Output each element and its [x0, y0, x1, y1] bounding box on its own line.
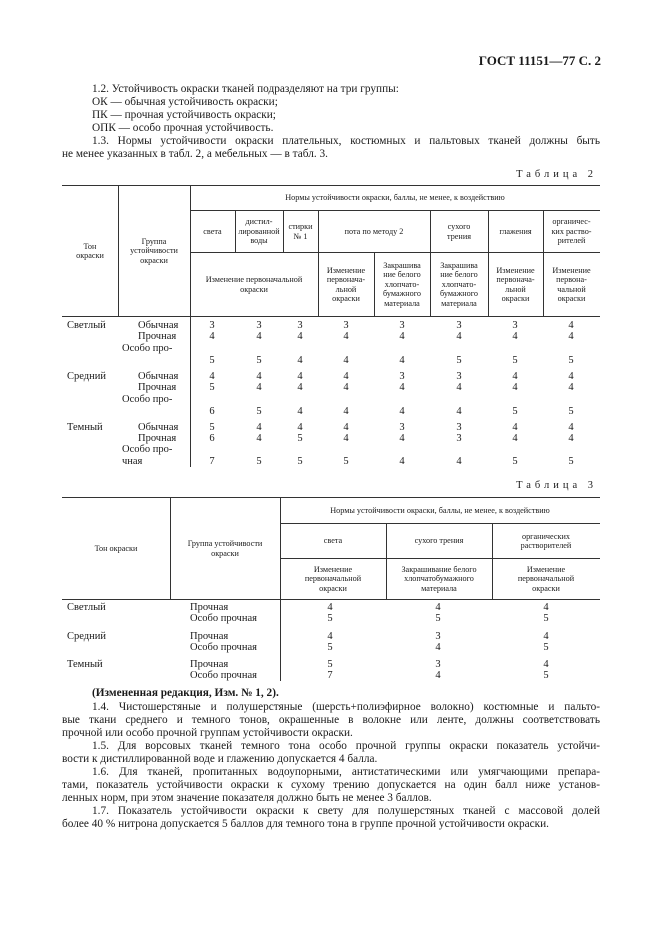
table2-sub2-header: Закрашива ние белого хлопчато- бумажного материала: [440, 260, 478, 308]
table2-tone: Светлый: [67, 320, 106, 331]
table3-cell: 4: [435, 670, 441, 681]
table2-group-label: Прочная: [138, 433, 177, 444]
paragraph-1-4: [62, 701, 600, 740]
table2-cell: 4: [399, 406, 405, 417]
table2-tone: Средний: [67, 371, 106, 382]
table2-group-label: Прочная: [138, 331, 177, 342]
table2-group-label: Прочная: [138, 382, 177, 393]
table3-group-label: Прочная: [190, 602, 229, 613]
table3-group-label: Особо прочная: [190, 642, 257, 653]
table2-cell: 4: [568, 371, 574, 382]
text-line: более 40 % нитрона допускается 5 баллов для темного тона в группе прочной устойчивости окраски.: [62, 818, 549, 830]
table2-cell: 4: [297, 371, 303, 382]
table3-sub-header: света: [323, 536, 343, 546]
table2-cell: 4: [568, 331, 574, 342]
table2-sub-header: дистил- лированной воды: [238, 217, 280, 246]
table2-cell: 5: [568, 406, 574, 417]
table2-cell: 3: [456, 371, 462, 382]
table2-cell: 4: [297, 382, 303, 393]
text-line: 1.7. Показатель устойчивости окраски к свету для полушерстяных тканей с массовой долей: [92, 805, 600, 817]
text-line: 1.6. Для тканей, пропитанных водоупорными, антистатическими или умягчающими препара-: [92, 766, 600, 778]
table3-sub2-header: Закрашивание белого хлопчатобумажного материала: [401, 564, 477, 593]
table2-cell: 4: [256, 331, 262, 342]
table2-cell: 4: [256, 382, 262, 393]
table2-cell: 3: [512, 320, 518, 331]
table2-group-label: Обычная: [138, 371, 179, 382]
table2-cell: 5: [297, 433, 303, 444]
table2-sub2-header: Изменение первонача- льной окраски: [326, 265, 366, 303]
table3-cell: 5: [327, 613, 333, 624]
table2-cell: 5: [512, 456, 518, 467]
table2-cell: 4: [399, 331, 405, 342]
table2-cell: 5: [256, 355, 262, 366]
table3-tone: Светлый: [67, 602, 106, 613]
table2-cell: 5: [512, 406, 518, 417]
table3-group-label: Особо прочная: [190, 670, 257, 681]
table2-cell: 4: [456, 406, 462, 417]
table3-cell: 5: [543, 642, 549, 653]
table2-cell: 4: [256, 371, 262, 382]
text-line: вые ткани среднего и темного тонов, окрашенные в волокне или ленте, должны соответствовать: [62, 714, 600, 726]
table2-cell: 4: [399, 456, 405, 467]
text-line: 1.4. Чистошерстяные и полушерстяные (шерсть+полиэфирное волокно) костюмные и пальто-: [92, 701, 600, 713]
table2-cell: 4: [568, 422, 574, 433]
table2-cell: 4: [456, 382, 462, 393]
table3-col-group: Группа устойчивости окраски: [187, 539, 263, 558]
table2-col-group: Группа устойчивости окраски: [130, 236, 178, 265]
table3-cell: 5: [543, 613, 549, 624]
table2-cell: 5: [297, 456, 303, 467]
table2-cell: 6: [209, 433, 215, 444]
table2-sub-header: пота по методу 2: [344, 226, 404, 236]
table2-cell: 4: [297, 331, 303, 342]
text-line: прочной или особо прочной группам устойчивости окраски.: [62, 727, 353, 739]
table2-cell: 3: [399, 422, 405, 433]
amendment-note: (Измененная редакция, Изм. № 1, 2).: [92, 687, 279, 699]
table3-sub2-header: Изменение первоначальной окраски: [304, 564, 362, 593]
intro-line: 1.3. Нормы устойчивости окраски плательных, костюмных и пальтовых тканей должны быть: [92, 135, 600, 147]
table2-cell: 4: [297, 406, 303, 417]
table2-cell: 4: [456, 456, 462, 467]
text-line: 1.5. Для ворсовых тканей темного тона особо прочной группы окраски показатель устойчи-: [92, 740, 600, 752]
table2-cell: 4: [343, 355, 349, 366]
table2-cell: 4: [512, 371, 518, 382]
table3-group-label: Прочная: [190, 659, 229, 670]
intro-line: 1.2. Устойчивость окраски тканей подразделяют на три группы:: [92, 83, 399, 95]
table3-group-label: Особо прочная: [190, 613, 257, 624]
table3-cell: 4: [543, 631, 549, 642]
intro-line: ОК — обычная устойчивость окраски;: [92, 96, 278, 108]
table2-group-label: Особо про-: [122, 394, 173, 405]
table3-cell: 5: [327, 659, 333, 670]
table2-cell: 4: [343, 422, 349, 433]
table2-cell: 3: [209, 320, 215, 331]
table3-norms-header: Нормы устойчивости окраски, баллы, не менее, к воздействию: [330, 505, 550, 515]
table2-cell: 4: [209, 371, 215, 382]
table2-sub-header: света: [203, 226, 222, 236]
table2-cell: 5: [343, 456, 349, 467]
table2-cell: 4: [399, 355, 405, 366]
table2-cell: 5: [512, 355, 518, 366]
table3-caption: Таблица 3: [516, 480, 597, 491]
table2-cell: 3: [256, 320, 262, 331]
text-line: тами, показатель устойчивости окраски к сухому трению допускается на один балл ниже установ-: [62, 779, 600, 791]
table3-cell: 4: [435, 602, 441, 613]
table3-cell: 4: [327, 631, 333, 642]
table3-cell: 4: [435, 642, 441, 653]
table3-cell: 7: [327, 670, 333, 681]
table2-cell: 5: [256, 406, 262, 417]
table2-cell: 4: [568, 320, 574, 331]
table2-cell: 4: [568, 433, 574, 444]
table2-cell: 4: [256, 433, 262, 444]
table2-cell: 5: [568, 456, 574, 467]
table2-group-label: Обычная: [138, 320, 179, 331]
table2-cell: 5: [209, 382, 215, 393]
page-header: ГОСТ 11151—77 С. 2: [478, 53, 601, 68]
table2-sub-header: стирки № 1: [288, 222, 313, 241]
table3-cell: 4: [543, 602, 549, 613]
table2-sub2-header: Закрашива ние белого хлопчато- бумажного материала: [383, 260, 421, 308]
paragraph-1-6: [62, 766, 600, 805]
table2-group-label: чная: [122, 456, 143, 467]
table2-cell: 4: [512, 433, 518, 444]
table2-change-merged: Изменение первоначальной окраски: [205, 275, 303, 294]
table3-col-ton: Тон окраски: [94, 543, 138, 553]
table2-cell: 4: [343, 331, 349, 342]
table2-cell: 4: [399, 382, 405, 393]
table2-cell: 4: [297, 355, 303, 366]
paragraph-1-7: [62, 805, 600, 831]
table2-col-ton: Тон окраски: [76, 241, 104, 260]
table2-sub2-header: Изменение первона- чальной окраски: [552, 265, 591, 303]
table2-cell: 5: [568, 355, 574, 366]
paragraph-1-5: [62, 740, 600, 766]
table2-cell: 4: [456, 331, 462, 342]
table2-cell: 3: [456, 433, 462, 444]
table2-cell: 3: [456, 320, 462, 331]
table3-cell: 5: [327, 642, 333, 653]
table2-cell: 4: [568, 382, 574, 393]
table2-cell: 4: [512, 382, 518, 393]
table2-cell: 5: [456, 355, 462, 366]
table2-group-label: Обычная: [138, 422, 179, 433]
table2-cell: 4: [512, 422, 518, 433]
table2-sub-header: сухого трения: [447, 222, 471, 241]
table3-sub2-header: Изменение первоначальной окраски: [517, 564, 575, 593]
table3-group-label: Прочная: [190, 631, 229, 642]
table3-tone: Средний: [67, 631, 106, 642]
intro-line: ПК — прочная устойчивость окраски;: [92, 109, 276, 121]
table2-cell: 4: [343, 406, 349, 417]
text-line: ленных норм, при этом значение показателя должно быть не менее 3 баллов.: [62, 792, 432, 804]
intro-line: не менее указанных в табл. 2, а мебельных — в табл. 3.: [62, 148, 328, 160]
table2-cell: 4: [512, 331, 518, 342]
table2-cell: 3: [399, 320, 405, 331]
table2-cell: 4: [256, 422, 262, 433]
intro-line: ОПК — особо прочная устойчивость.: [92, 122, 274, 134]
table2-cell: 7: [209, 456, 215, 467]
table3-cell: 4: [543, 659, 549, 670]
table3-sub-header: сухого трения: [414, 536, 464, 546]
table2-cell: 4: [343, 382, 349, 393]
table2-cell: 3: [343, 320, 349, 331]
table2-sub-header: глажения: [499, 226, 532, 236]
text-line: вости к дистиллированной воде и глажению допускается 4 балла.: [62, 753, 378, 765]
table2-cell: 3: [399, 371, 405, 382]
table2-cell: 3: [297, 320, 303, 331]
table3-tone: Темный: [67, 659, 103, 670]
table3-cell: 3: [435, 659, 441, 670]
table2-norms-header: Нормы устойчивости окраски, баллы, не менее, к воздействию: [285, 193, 505, 203]
table3-cell: 5: [543, 670, 549, 681]
table2-group-label: Особо про-: [122, 343, 173, 354]
table3-cell: 3: [435, 631, 441, 642]
table3-sub-header: органических растворителей: [520, 531, 572, 550]
table2-cell: 4: [297, 422, 303, 433]
table2-cell: 4: [343, 371, 349, 382]
table2-group-label: Особо про-: [122, 444, 173, 455]
table2-sub2-header: Изменение первонача- льной окраски: [496, 265, 535, 303]
table2-cell: 3: [456, 422, 462, 433]
table2-cell: 6: [209, 406, 215, 417]
table2-tone: Темный: [67, 422, 103, 433]
table3-cell: 4: [327, 602, 333, 613]
table2-cell: 4: [343, 433, 349, 444]
intro-block: [62, 83, 600, 161]
table2-cell: 5: [256, 456, 262, 467]
amendment-note-block: [62, 687, 600, 700]
table2-cell: 5: [209, 422, 215, 433]
table2-cell: 4: [209, 331, 215, 342]
table3-cell: 5: [435, 613, 441, 624]
table2-cell: 5: [209, 355, 215, 366]
table2-sub-header: органичес- ких раство- рителей: [551, 217, 592, 246]
table2-cell: 4: [399, 433, 405, 444]
table2-caption: Таблица 2: [516, 169, 597, 180]
